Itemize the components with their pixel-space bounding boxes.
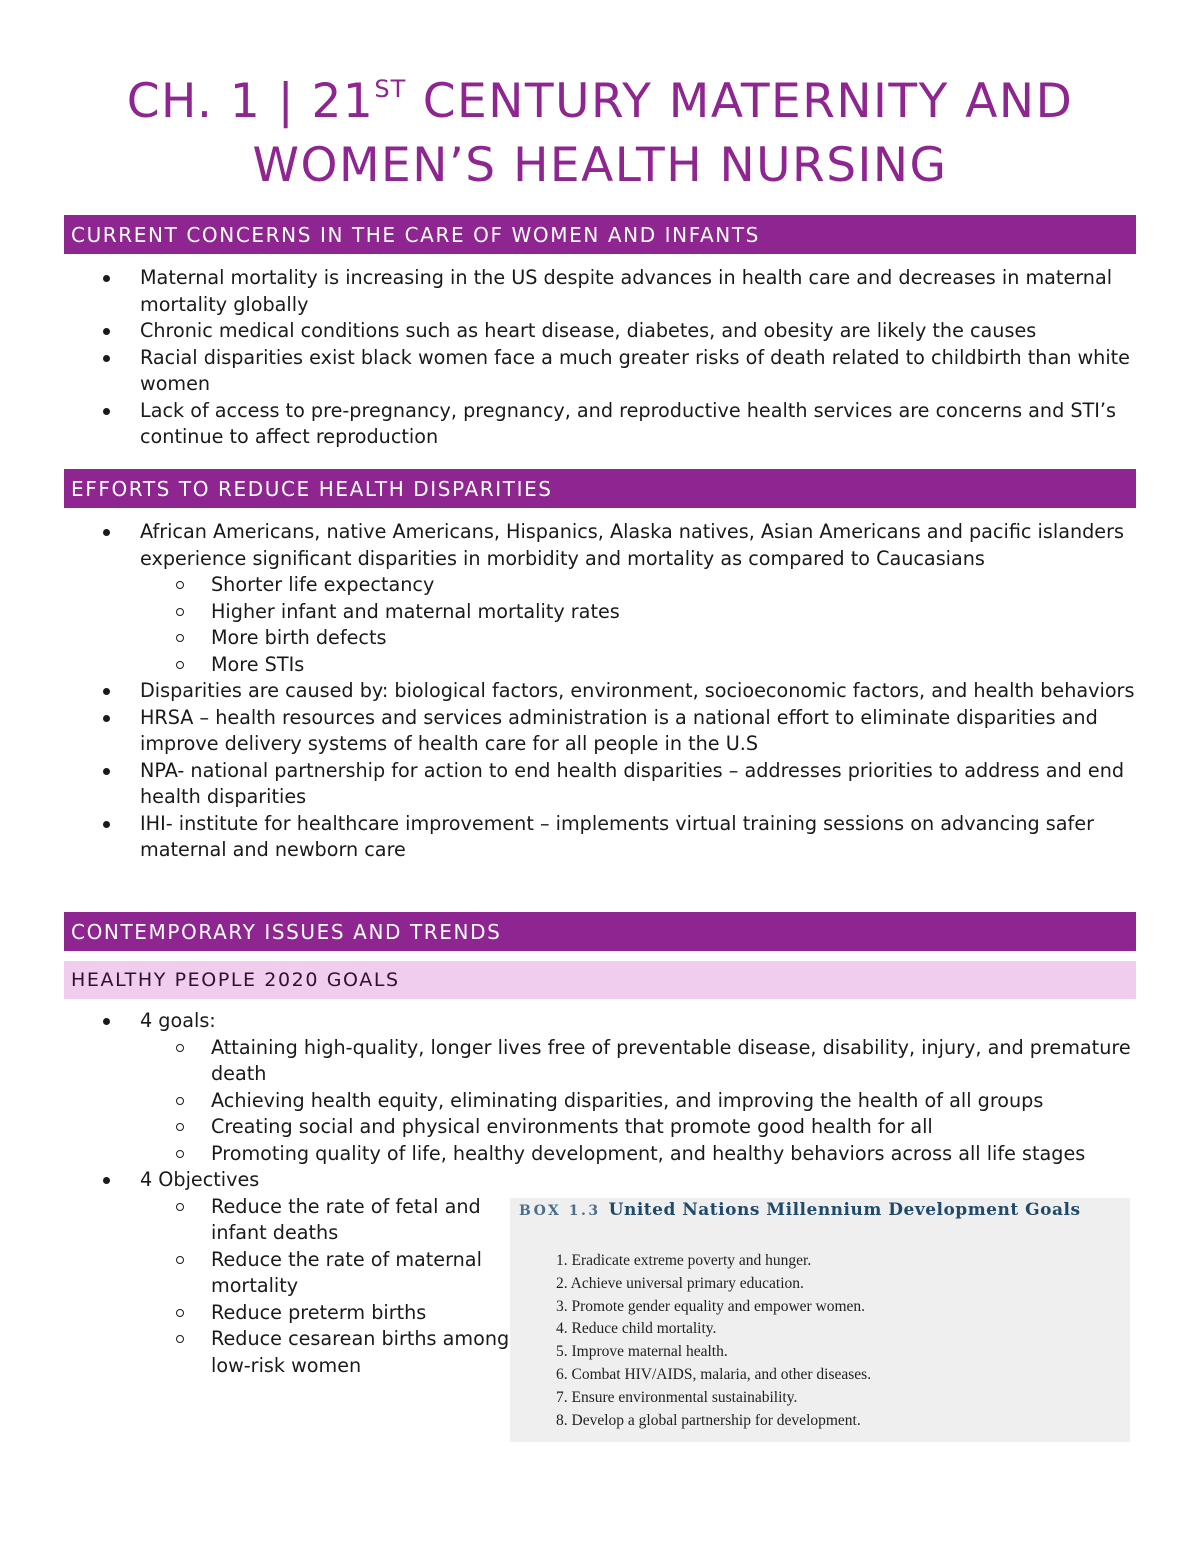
bullet-circle-icon xyxy=(176,1123,184,1131)
bullet-circle-icon xyxy=(176,1335,184,1343)
bullet-circle-icon xyxy=(176,581,184,589)
list-item: African Americans, native Americans, Hispanics, Alaska natives, Asian Americans and pacific islanders experience significant disparities in morbidity and mortality as compared to Caucasians xyxy=(0,519,1140,572)
section-heading-efforts: EFFORTS TO REDUCE HEALTH DISPARITIES xyxy=(64,469,1136,508)
bullet-disc-icon xyxy=(103,408,110,415)
sub-list-item: More STIs xyxy=(0,652,1136,679)
sub-list-item: Higher infant and maternal mortality rates xyxy=(0,599,1136,626)
sub-list-item: Reduce the rate of maternal mortality xyxy=(0,1247,511,1300)
box-goal-item: 6. Combat HIV/AIDS, malaria, and other diseases. xyxy=(556,1365,872,1383)
sub-list-item: Reduce the rate of fetal and infant deaths xyxy=(0,1194,511,1247)
sub-list-item: Creating social and physical environments that promote good health for all xyxy=(0,1114,1136,1141)
title-line1-suffix: CENTURY MATERNITY AND xyxy=(406,74,1074,129)
list-item: HRSA – health resources and services administration is a national effort to eliminate disparities and improve delivery systems of health care for all people in the U.S xyxy=(0,705,1140,758)
sub-list-item: Reduce cesarean births among low-risk women xyxy=(0,1326,511,1379)
bullet-circle-icon xyxy=(176,1256,184,1264)
list-item: 4 goals: xyxy=(0,1008,1140,1035)
list-item: Maternal mortality is increasing in the US despite advances in health care and decreases in maternal mortality globally xyxy=(0,265,1140,318)
bullet-circle-icon xyxy=(176,1309,184,1317)
bullet-disc-icon xyxy=(103,688,110,695)
subsection-heading-healthy-people: HEALTHY PEOPLE 2020 GOALS xyxy=(64,961,1136,999)
box-goal-item: 3. Promote gender equality and empower women. xyxy=(556,1297,866,1315)
list-item: Racial disparities exist black women face a much greater risks of death related to childbirth than white women xyxy=(0,345,1140,398)
section-heading-contemporary: CONTEMPORARY ISSUES AND TRENDS xyxy=(64,912,1136,951)
title-line1-prefix: CH. 1 | 21 xyxy=(126,74,375,129)
bullet-disc-icon xyxy=(103,768,110,775)
list-item: Chronic medical conditions such as heart disease, diabetes, and obesity are likely the causes xyxy=(0,318,1140,345)
bullet-disc-icon xyxy=(103,821,110,828)
bullet-disc-icon xyxy=(103,328,110,335)
bullet-disc-icon xyxy=(103,275,110,282)
sub-list-item: Attaining high-quality, longer lives free of preventable disease, disability, injury, and premature death xyxy=(0,1035,1136,1088)
section-heading-current-concerns: CURRENT CONCERNS IN THE CARE OF WOMEN AND INFANTS xyxy=(64,215,1136,254)
list-item: IHI- institute for healthcare improvement – implements virtual training sessions on advancing safer maternal and newborn care xyxy=(0,811,1140,864)
box-goal-item: 2. Achieve universal primary education. xyxy=(556,1274,804,1292)
bullet-circle-icon xyxy=(176,1097,184,1105)
bullet-circle-icon xyxy=(176,1150,184,1158)
bullet-disc-icon xyxy=(103,529,110,536)
sub-list-item: Shorter life expectancy xyxy=(0,572,1136,599)
list-item: 4 Objectives xyxy=(0,1167,1140,1194)
millennium-goals-box xyxy=(510,1198,1130,1442)
bullet-circle-icon xyxy=(176,1044,184,1052)
box-title: United Nations Millennium Development Goals xyxy=(608,1200,1081,1220)
box-number: BOX 1.3 xyxy=(519,1203,601,1219)
page-title xyxy=(64,70,1136,198)
sub-list-item: Achieving health equity, eliminating disparities, and improving the health of all groups xyxy=(0,1088,1136,1115)
title-line2: WOMEN’S HEALTH NURSING xyxy=(252,138,948,193)
sub-list-item: Reduce preterm births xyxy=(0,1300,511,1327)
bullet-circle-icon xyxy=(176,1203,184,1211)
box-header xyxy=(519,1200,1081,1220)
bullet-disc-icon xyxy=(103,1018,110,1025)
efforts-list xyxy=(0,519,1140,864)
bullet-circle-icon xyxy=(176,634,184,642)
box-goal-item: 8. Develop a global partnership for development. xyxy=(556,1411,861,1429)
box-goal-item: 5. Improve maternal health. xyxy=(556,1343,728,1361)
list-item: Disparities are caused by: biological factors, environment, socioeconomic factors, and health behaviors xyxy=(0,678,1140,705)
box-goal-item: 7. Ensure environmental sustainability. xyxy=(556,1388,798,1406)
current-concerns-list xyxy=(0,265,1140,451)
sub-list-item: More birth defects xyxy=(0,625,1136,652)
list-item: NPA- national partnership for action to end health disparities – addresses priorities to address and end health disparities xyxy=(0,758,1140,811)
bullet-circle-icon xyxy=(176,608,184,616)
box-goal-item: 1. Eradicate extreme poverty and hunger. xyxy=(556,1252,812,1269)
box-goals-list xyxy=(556,1250,871,1432)
bullet-circle-icon xyxy=(176,661,184,669)
bullet-disc-icon xyxy=(103,715,110,722)
box-goal-item: 4. Reduce child mortality. xyxy=(556,1320,717,1338)
bullet-disc-icon xyxy=(103,1177,110,1184)
sub-list-item: Promoting quality of life, healthy development, and healthy behaviors across all life stages xyxy=(0,1141,1136,1168)
bullet-disc-icon xyxy=(103,355,110,362)
list-item: Lack of access to pre-pregnancy, pregnancy, and reproductive health services are concerns and STI’s continue to affect reproduction xyxy=(0,398,1140,451)
title-superscript: ST xyxy=(374,75,407,103)
